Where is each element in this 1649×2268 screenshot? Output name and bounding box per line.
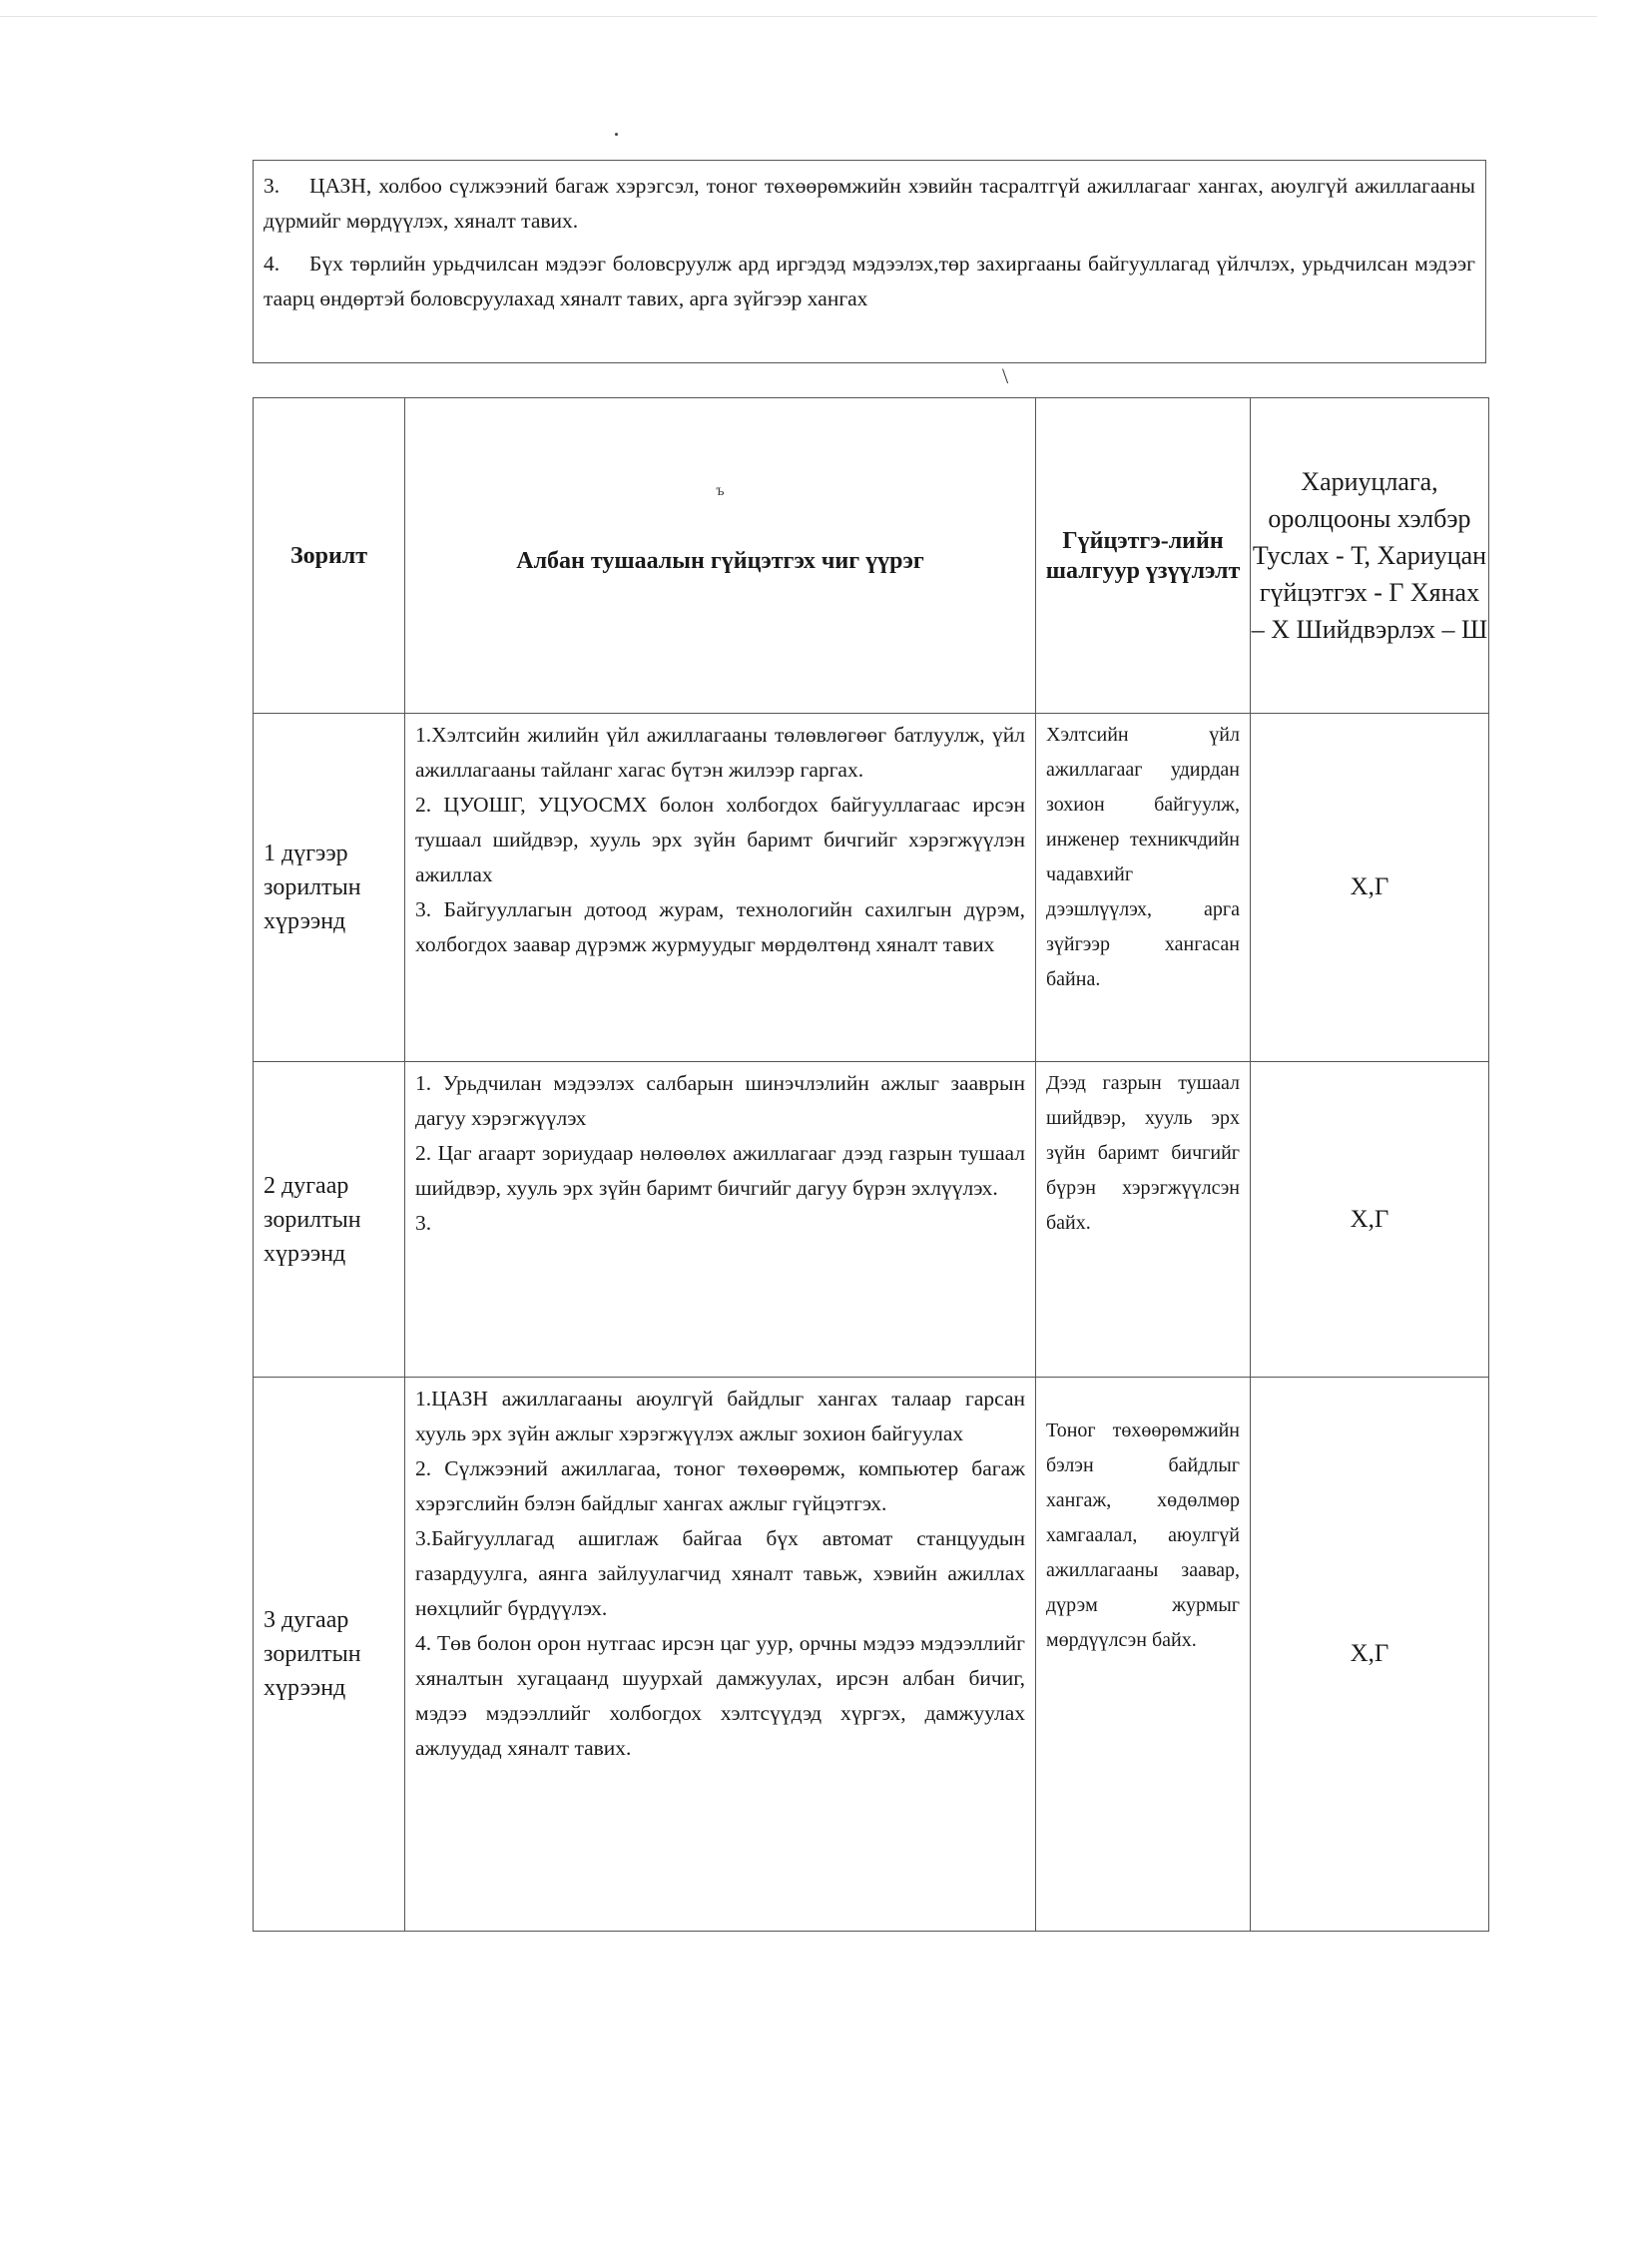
- criteria-cell: Дээд газрын тушаал шийдвэр, хууль эрх зүйн баримт бичгийг бүрэн хэрэгжүүлсэн байх.: [1036, 1062, 1251, 1378]
- header-criteria: Гүйцэтгэ-лийн шалгуур үзүүлэлт: [1036, 398, 1251, 714]
- duties-cell: [405, 1378, 1036, 1932]
- table-row: [254, 1062, 1489, 1378]
- header-duties: [405, 398, 1036, 714]
- goal-item-4-text: Бүх төрлийн урьдчилсан мэдээг боловсруулж ард иргэдэд мэдээлэх,төр захиргааны байгууллагад үйлчлэх, урьдчилсан мэдээг таарц өндөртэй боловсруулахад хяналт тавих, арга зүйгээр хангах: [264, 252, 1475, 310]
- goal-item-4: [264, 247, 1475, 316]
- table-header-row: [254, 398, 1489, 714]
- duty-item: 2. Цаг агаарт зориудаар нөлөөлөх ажиллагааг дээд газрын тушаал шийдвэр, хууль эрх зүйн баримт бичгийг дагуу бүрэн эхлүүлэх.: [415, 1141, 1025, 1200]
- goal-cell: 1 дүгээр зорилтын хүрээнд: [254, 714, 405, 1062]
- role-cell: Х,Г: [1251, 1378, 1489, 1932]
- duties-cell: [405, 1062, 1036, 1378]
- duty-item: 4. Төв болон орон нутгаас ирсэн цаг уур, орчны мэдээ мэдээллийг хяналтын хугацаанд шуурхай дамжуулах, ирсэн албан бичиг, мэдээ мэдээллийг холбогдох хэлтсүүдэд хүргэх, дамжуулах ажлуудад хяналт тавих.: [415, 1631, 1025, 1760]
- table-row: [254, 1378, 1489, 1932]
- goal-cell: 3 дугаар зорилтын хүрээнд: [254, 1378, 405, 1932]
- header-goal: Зорилт: [254, 398, 405, 714]
- goal-item-3: [264, 169, 1475, 239]
- duty-item: 3.: [415, 1211, 432, 1235]
- header-role: Хариуцлага, оролцооны хэлбэр Туслах - Т, Хариуцан гүйцэтгэх - Г Хянах – Х Шийдвэрлэх – Ш: [1251, 398, 1489, 714]
- goal-item-3-number: 3.: [264, 174, 280, 198]
- header-duties-label: Албан тушаалын гүйцэтгэх чиг үүрэг: [516, 547, 924, 574]
- scan-speck: [615, 133, 618, 136]
- criteria-cell: Хэлтсийн үйл ажиллагааг удирдан зохион байгуулж, инженер техникчдийн чадавхийг дээшлүүлэх, арга зүйгээр хангасан байна.: [1036, 714, 1251, 1062]
- criteria-cell: Тоног төхөөрөмжийн бэлэн байдлыг хангаж, хөдөлмөр хамгаалал, аюулгүй ажиллагааны заавар, дүрэм журмыг мөрдүүлсэн байх.: [1036, 1378, 1251, 1932]
- goals-continuation-box: [253, 160, 1486, 363]
- table-row: [254, 714, 1489, 1062]
- duty-item: 1. Урьдчилан мэдээлэх салбарын шинэчлэлийн ажлыг зааврын дагуу хэрэгжүүлэх: [415, 1071, 1025, 1130]
- goal-item-3-text: ЦАЗН, холбоо сүлжээний багаж хэрэгсэл, тоног төхөөрөмжийн хэвийн тасралтгүй ажиллагааг хангах, аюулгүй ажиллагааны дүрмийг мөрдүүлэх, хяналт тавих.: [264, 174, 1475, 233]
- duty-item: 1.ЦАЗН ажиллагааны аюулгүй байдлыг хангах талаар гарсан хууль эрх зүйн ажлыг хэрэгжүүлэх ажлыг зохион байгуулах: [415, 1387, 1025, 1445]
- duty-item: 2. Сүлжээний ажиллагаа, тоног төхөөрөмж, компьютер багаж хэрэгслийн бэлэн байдлыг хангах ажлыг гүйцэтгэх.: [415, 1456, 1025, 1515]
- scan-mark: ъ: [716, 481, 725, 499]
- duty-item: 1.Хэлтсийн жилийн үйл ажиллагааны төлөвлөгөөг батлуулж, үйл ажиллагааны тайланг хагас бүтэн жилээр гаргах.: [415, 723, 1025, 782]
- duties-table: [253, 397, 1489, 1932]
- scan-mark: \: [1002, 363, 1009, 388]
- duty-item: 2. ЦУОШГ, УЦУОСМХ болон холбогдох байгууллагаас ирсэн тушаал шийдвэр, хууль эрх зүйн баримт бичгийг хэрэгжүүлэн ажиллах: [415, 793, 1025, 886]
- goal-item-4-number: 4.: [264, 252, 280, 276]
- goal-cell: 2 дугаар зорилтын хүрээнд: [254, 1062, 405, 1378]
- duties-cell: [405, 714, 1036, 1062]
- duty-item: 3. Байгууллагын дотоод журам, технологийн сахилгын дүрэм, холбогдох заавар дүрэмж журмуудыг мөрдөлтөнд хяналт тавих: [415, 897, 1025, 956]
- role-cell: Х,Г: [1251, 1062, 1489, 1378]
- duty-item: 3.Байгууллагад ашиглаж байгаа бүх автомат станцуудын газардуулга, аянга зайлуулагчид хяналт тавьж, хэвийн ажиллах нөхцлийг бүрдүүлэх.: [415, 1526, 1025, 1620]
- scan-edge-line: [0, 16, 1597, 17]
- role-cell: Х,Г: [1251, 714, 1489, 1062]
